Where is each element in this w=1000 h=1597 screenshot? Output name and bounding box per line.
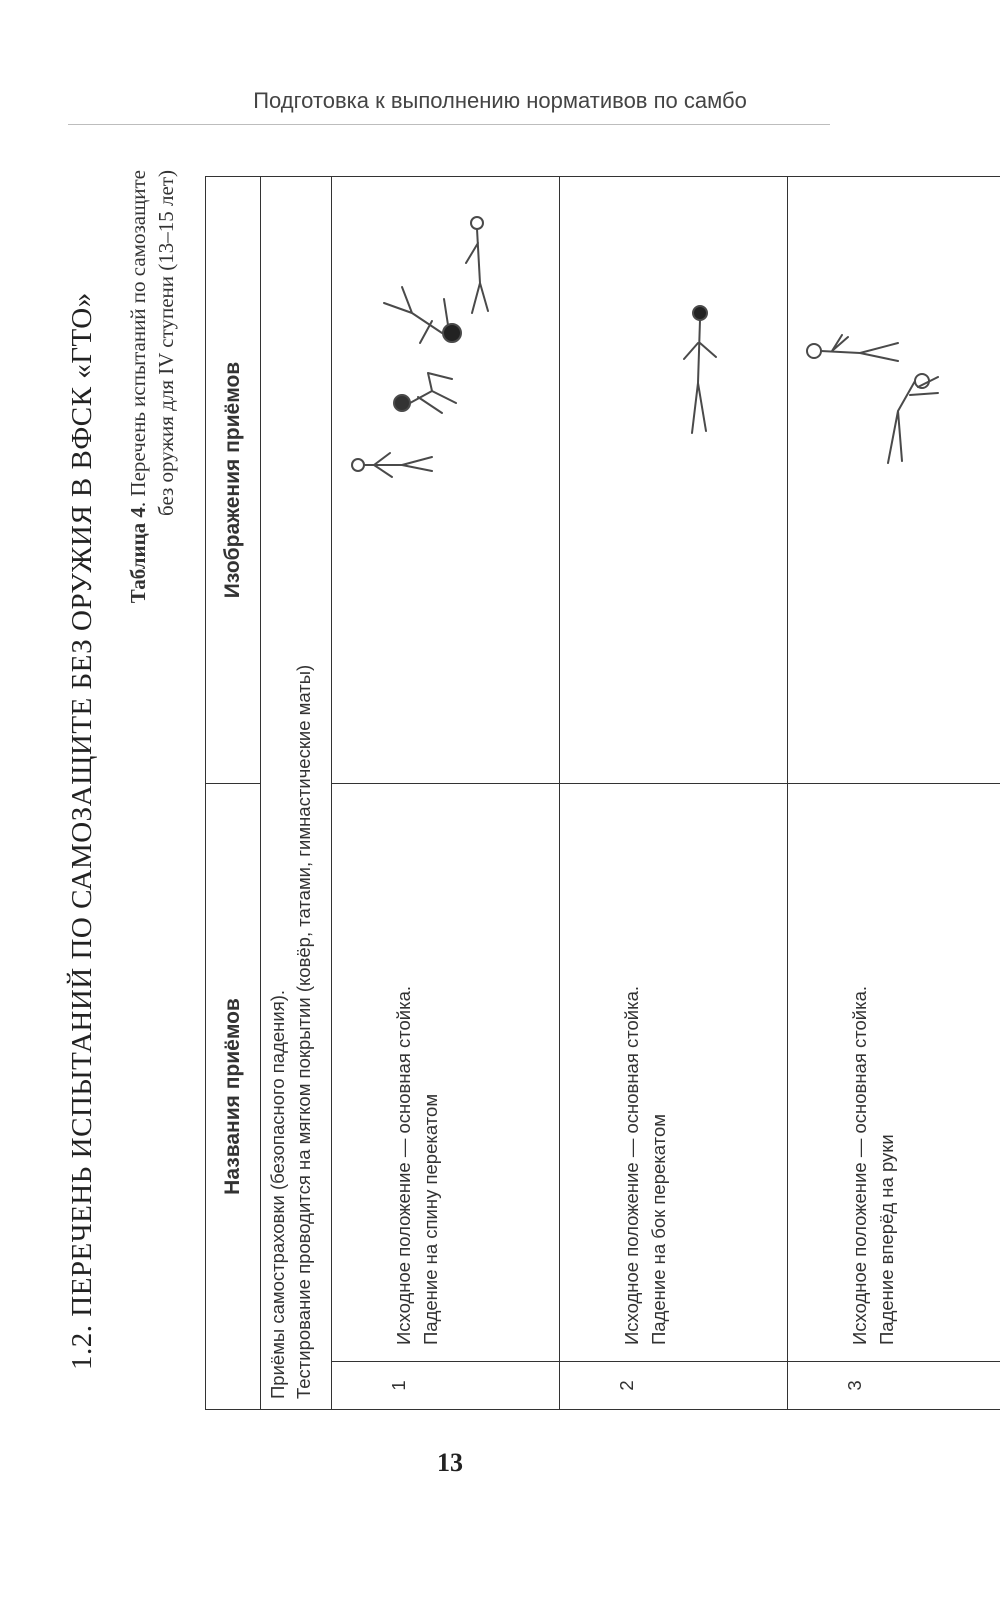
table-header-row xyxy=(206,176,261,1409)
rotated-page-content xyxy=(0,170,897,1410)
row-number: 2 xyxy=(560,1362,788,1410)
header-images: Изображения приёмов xyxy=(206,176,261,783)
row-description xyxy=(560,783,788,1361)
row-line-1: Исходное положение — основная стойка. xyxy=(621,985,642,1345)
fall-back-roll-illustration xyxy=(332,176,501,783)
row-line-2: Падение на бок перекатом xyxy=(648,1114,669,1345)
row-line-2: Падение на спину перекатом xyxy=(420,1093,441,1345)
page-number: 13 xyxy=(437,1448,463,1477)
table-row xyxy=(788,176,1000,1409)
rolling-figure xyxy=(384,287,461,343)
fall-forward-hands-illustration xyxy=(788,176,957,783)
running-head: Подготовка к выполнению нормативов по самбо xyxy=(253,88,747,113)
row-number: 1 xyxy=(332,1362,560,1410)
row-description xyxy=(788,783,1000,1361)
caption-label: Таблица 4 xyxy=(126,507,150,604)
table-row xyxy=(560,176,788,1409)
caption-line-1 xyxy=(124,170,152,710)
info-line-2: Тестирование проводится на мягком покрытии (ковёр, татами, гимнастические маты) xyxy=(293,664,314,1399)
caption-text: . Перечень испытаний по самозащите xyxy=(126,170,150,508)
row-image-cell xyxy=(332,176,560,783)
lying-side-figure xyxy=(684,306,716,433)
section-title: 1.2. ПЕРЕЧЕНЬ ИСПЫТАНИЙ ПО САМОЗАЩИТЕ БЕЗ ОРУЖИЯ В ВФСК «ГТО» xyxy=(66,292,98,1370)
standing-figure xyxy=(352,453,432,477)
row-image-cell xyxy=(560,176,788,783)
info-cell xyxy=(261,176,332,1409)
table-info-row xyxy=(261,176,332,1409)
table-caption xyxy=(124,170,180,710)
row-description xyxy=(332,783,560,1361)
row-line-1: Исходное положение — основная стойка. xyxy=(393,985,414,1345)
row-line-2: Падение вперёд на руки xyxy=(876,1134,897,1345)
row-line-1: Исходное положение — основная стойка. xyxy=(849,985,870,1345)
info-line-1: Приёмы самостраховки (безопасного падения). xyxy=(267,989,288,1399)
header-rule xyxy=(68,124,830,125)
caption-line-2: без оружия для IV ступени (13–15 лет) xyxy=(154,170,178,516)
row-number: 3 xyxy=(788,1362,1000,1410)
header-names: Названия приёмов xyxy=(206,783,261,1409)
falling-forward-figure xyxy=(888,374,938,463)
table-row xyxy=(332,176,560,1409)
standing-figure xyxy=(807,335,898,361)
squatting-figure xyxy=(394,373,456,413)
fall-side-roll-illustration xyxy=(560,176,729,783)
lying-figure xyxy=(466,217,488,313)
row-image-cell xyxy=(788,176,1000,783)
techniques-table xyxy=(205,176,1000,1410)
